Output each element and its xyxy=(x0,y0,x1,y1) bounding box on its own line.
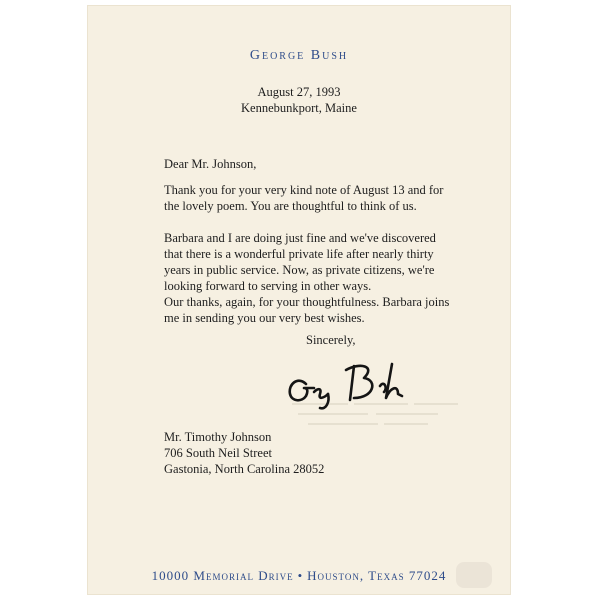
paragraph-2 xyxy=(164,230,504,294)
footer-city: Houston, Texas 77024 xyxy=(307,568,447,583)
recipient-line: Mr. Timothy Johnson xyxy=(164,430,272,444)
handwritten-signature xyxy=(284,358,414,412)
letterhead-name: George Bush xyxy=(249,48,349,63)
salutation: Dear Mr. Johnson, xyxy=(164,157,257,171)
recipient-line: Gastonia, North Carolina 28052 xyxy=(164,462,325,476)
paragraph-line: looking forward to serving in other ways. xyxy=(164,279,372,293)
paragraph-1 xyxy=(164,182,504,214)
letter-place: Kennebunkport, Maine xyxy=(241,101,357,115)
paragraph-line: the lovely poem. You are thoughtful to think of us. xyxy=(164,199,417,213)
paragraph-line: me in sending you our very best wishes. xyxy=(164,311,365,325)
paragraph-3 xyxy=(164,294,504,326)
letter-date: August 27, 1993 xyxy=(257,85,341,99)
paragraph-line: years in public service. Now, as private citizens, we're xyxy=(164,263,435,277)
paragraph-line: Thank you for your very kind note of August 13 and for xyxy=(164,183,444,197)
paragraph-line: Barbara and I are doing just fine and we've discovered xyxy=(164,231,436,245)
paragraph-line: Our thanks, again, for your thoughtfulness. Barbara joins xyxy=(164,295,450,309)
footer-street: 10000 Memorial Drive xyxy=(151,568,294,583)
paragraph-line: that there is a wonderful private life after nearly thirty xyxy=(164,247,434,261)
footer-address xyxy=(88,568,510,584)
letter-page xyxy=(88,6,510,594)
dateline xyxy=(88,84,510,116)
recipient-line: 706 South Neil Street xyxy=(164,446,272,460)
recipient-address xyxy=(164,429,324,477)
closing: Sincerely, xyxy=(306,333,356,347)
footer-separator: • xyxy=(297,568,304,583)
